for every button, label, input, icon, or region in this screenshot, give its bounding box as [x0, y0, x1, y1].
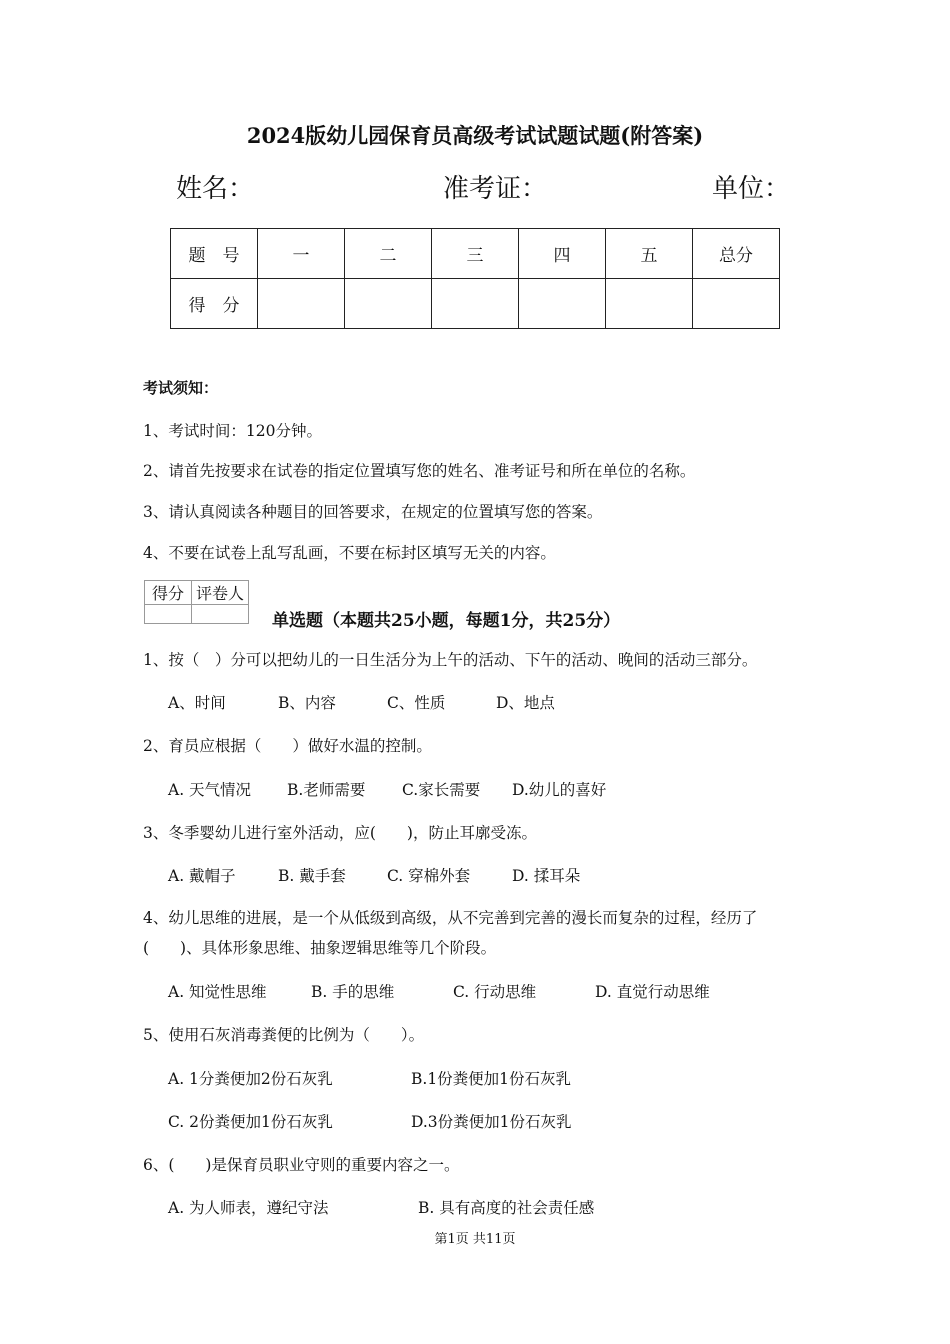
exam-number-label: 准考证： — [443, 174, 548, 204]
option: C. 2份粪便加1份石灰乳 — [168, 1113, 333, 1131]
option: A. 1分粪便加2份石灰乳 — [168, 1070, 333, 1088]
question-stem: 1、按（ ）分可以把幼儿的一日生活分为上午的活动、下午的活动、晚间的活动三部分。 — [143, 651, 758, 669]
option: D. 揉耳朵 — [512, 867, 581, 885]
page-footer: 第1页 共11页 — [434, 1232, 516, 1247]
option: B、内容 — [278, 694, 336, 712]
option: A. 天气情况 — [168, 781, 252, 799]
score-cell: 五 — [606, 229, 693, 279]
notice-item: 4、不要在试卷上乱写乱画，不要在标封区填写无关的内容。 — [143, 544, 556, 562]
unit-label: 单位： — [712, 174, 791, 204]
score-cell: 二 — [345, 229, 432, 279]
option: B.1份粪便加1份石灰乳 — [411, 1070, 572, 1088]
notice-item: 1、考试时间：120分钟。 — [143, 422, 322, 440]
question-stem: 3、冬季婴幼儿进行室外活动，应( )，防止耳廓受冻。 — [143, 824, 537, 842]
grader-name-label: 评卷人 — [192, 581, 249, 605]
option: B. 戴手套 — [278, 867, 346, 885]
section-heading: 单选题（本题共25小题，每题1分，共25分） — [272, 611, 621, 631]
grader-score-label: 得分 — [145, 581, 192, 605]
score-cell — [693, 279, 780, 329]
option: B.老师需要 — [287, 781, 366, 799]
option: A. 知觉性思维 — [168, 983, 267, 1001]
score-cell — [519, 279, 606, 329]
option: B. 具有高度的社会责任感 — [418, 1199, 595, 1217]
option: D、地点 — [496, 694, 555, 712]
score-cell — [345, 279, 432, 329]
option: D.3份粪便加1份石灰乳 — [411, 1113, 572, 1131]
score-cell: 总分 — [693, 229, 780, 279]
question-stem: 2、育员应根据（ ）做好水温的控制。 — [143, 737, 432, 755]
score-cell: 得 分 — [171, 279, 258, 329]
score-cell — [606, 279, 693, 329]
score-cell — [432, 279, 519, 329]
score-cell: 四 — [519, 229, 606, 279]
question-stem: 6、( )是保育员职业守则的重要内容之一。 — [143, 1156, 460, 1174]
option: C.家长需要 — [402, 781, 481, 799]
option: C. 行动思维 — [453, 983, 537, 1001]
grader-name-cell — [192, 605, 249, 624]
option: D.幼儿的喜好 — [512, 781, 607, 799]
option: C. 穿棉外套 — [387, 867, 471, 885]
score-table — [170, 228, 780, 329]
option: D. 直觉行动思维 — [595, 983, 710, 1001]
document-title: 2024版幼儿园保育员高级考试试题试题(附答案) — [246, 123, 704, 148]
option: A. 戴帽子 — [168, 867, 236, 885]
option: C、性质 — [387, 694, 446, 712]
score-cell: 一 — [258, 229, 345, 279]
notice-heading: 考试须知： — [143, 379, 219, 397]
option: B. 手的思维 — [311, 983, 395, 1001]
option: A. 为人师表，遵纪守法 — [168, 1199, 329, 1217]
question-stem: 4、幼儿思维的进展，是一个从低级到高级，从不完善到完善的漫长而复杂的过程，经历了 — [143, 909, 758, 927]
name-label: 姓名： — [176, 174, 255, 204]
score-table-header-row — [171, 229, 780, 279]
score-table-score-row — [171, 279, 780, 329]
question-stem: 5、使用石灰消毒粪便的比例为（ ）。 — [143, 1026, 425, 1044]
grader-score-cell — [145, 605, 192, 624]
grader-table — [144, 580, 249, 624]
score-cell: 题 号 — [171, 229, 258, 279]
notice-item: 2、请首先按要求在试卷的指定位置填写您的姓名、准考证号和所在单位的名称。 — [143, 462, 696, 480]
notice-item: 3、请认真阅读各种题目的回答要求，在规定的位置填写您的答案。 — [143, 503, 603, 521]
score-cell — [258, 279, 345, 329]
question-stem-continued: ( )、具体形象思维、抽象逻辑思维等几个阶段。 — [143, 939, 497, 957]
score-cell: 三 — [432, 229, 519, 279]
option: A、时间 — [168, 694, 226, 712]
